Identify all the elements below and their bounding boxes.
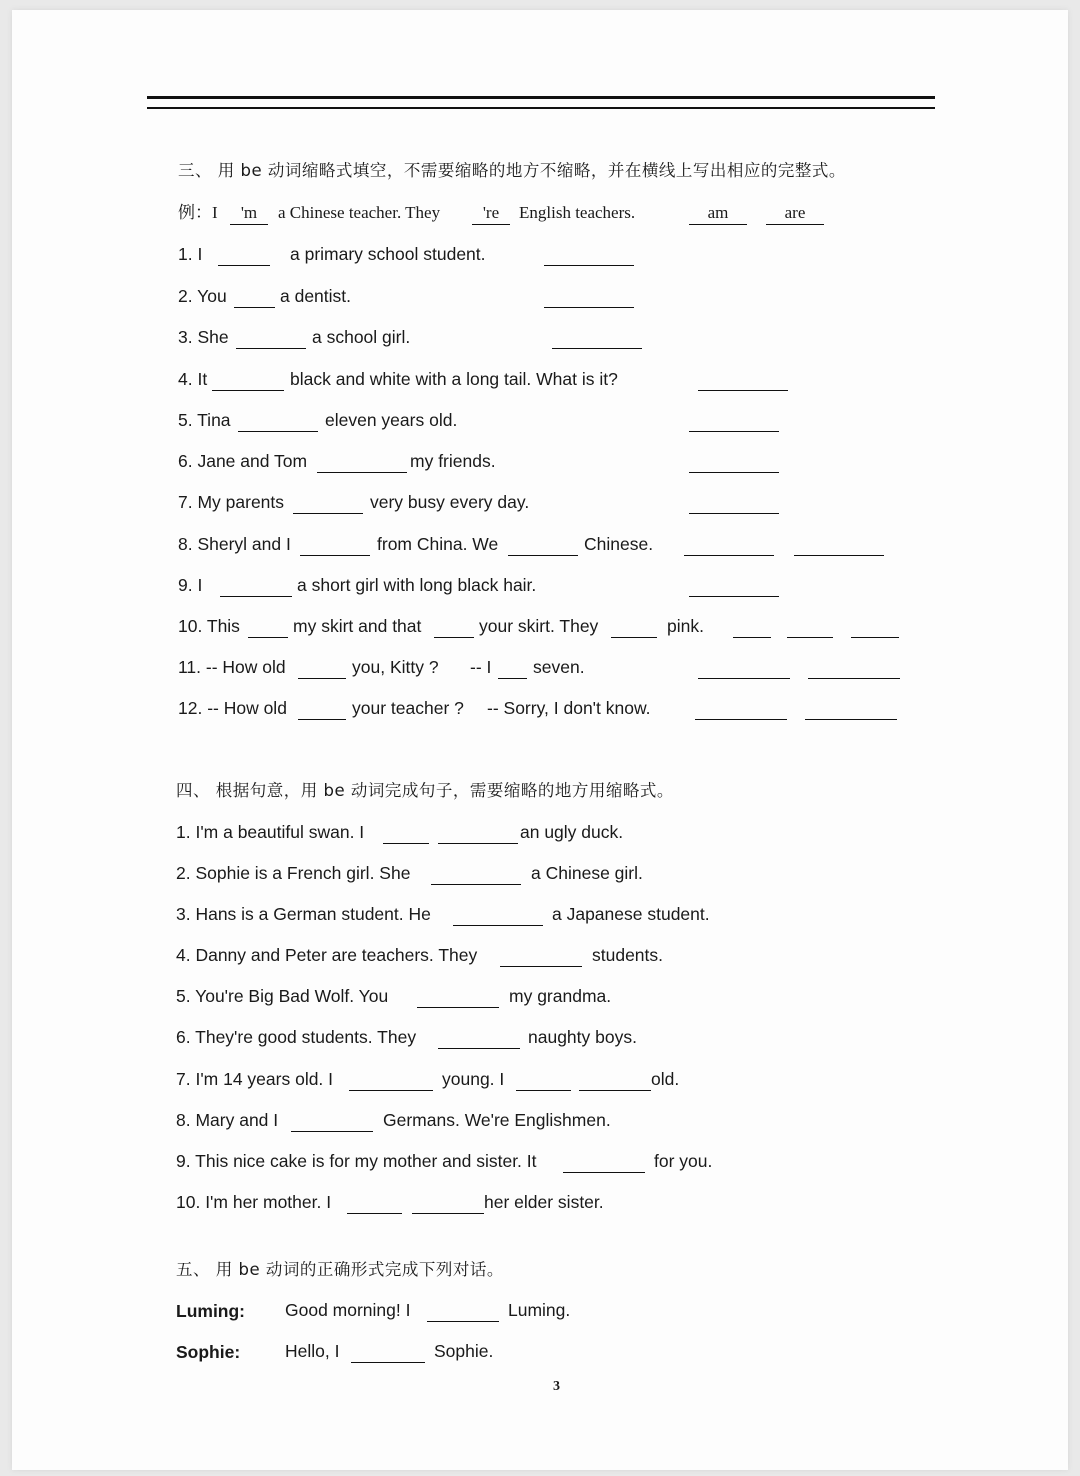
s4-item6-text-b: naughty boys. — [528, 1027, 637, 1047]
example-suffix: English teachers. — [519, 203, 636, 222]
s4-item5-text-a: 5. You're Big Bad Wolf. You — [176, 986, 389, 1006]
s3-item10-blank-1[interactable] — [248, 615, 288, 638]
s3-item6-text-a: 6. Jane and Tom — [178, 451, 308, 471]
example-blank-1: 'm — [230, 202, 268, 225]
s4-item3-text-a: 3. Hans is a German student. He — [176, 904, 431, 924]
s4-item6-blank[interactable] — [438, 1026, 520, 1049]
s3-item6-blank[interactable] — [317, 450, 407, 473]
s3-item11-text-c: -- I — [470, 657, 492, 677]
s3-item8-answer-1[interactable] — [684, 533, 774, 556]
s3-item2-answer[interactable] — [544, 285, 634, 308]
example-prefix: 例：I — [178, 203, 218, 222]
s3-item8-text-c: Chinese. — [584, 534, 654, 554]
s3-item10-answer-1[interactable] — [733, 615, 771, 638]
s3-item2-blank[interactable] — [234, 285, 275, 308]
s3-item4-answer[interactable] — [698, 368, 788, 391]
s4-item5-text-b: my grandma. — [509, 986, 612, 1006]
s3-item5-text-b: eleven years old. — [325, 410, 458, 430]
example-full-1: am — [689, 202, 747, 225]
s4-item1-blank-2[interactable] — [438, 821, 518, 844]
s4-item8-text-b: Germans. We're Englishmen. — [383, 1110, 611, 1130]
s3-item12-text-c: -- Sorry, I don't know. — [487, 698, 651, 718]
s3-item9-text-a: 9. I — [178, 575, 203, 595]
s3-item10-text-d: pink. — [667, 616, 704, 636]
s3-item12-text-a: 12. -- How old — [178, 698, 287, 718]
example-mid: a Chinese teacher. They — [278, 203, 441, 222]
s4-item1-blank-1[interactable] — [383, 821, 429, 844]
s4-item9-text-a: 9. This nice cake is for my mother and sister. It — [176, 1151, 537, 1171]
s3-item8-blank-2[interactable] — [508, 533, 578, 556]
s3-item4-blank[interactable] — [212, 368, 284, 391]
s4-item2-text-a: 2. Sophie is a French girl. She — [176, 863, 411, 883]
s3-item10-blank-2[interactable] — [434, 615, 474, 638]
s4-item7-text-a: 7. I'm 14 years old. I — [176, 1069, 334, 1089]
s3-item12-text-b: your teacher ? — [352, 698, 464, 718]
s3-item5-blank[interactable] — [238, 409, 318, 432]
s4-item1-text-a: 1. I'm a beautiful swan. I — [176, 822, 365, 842]
s3-item11-text-d: seven. — [533, 657, 585, 677]
s4-item10-text-a: 10. I'm her mother. I — [176, 1192, 332, 1212]
dialogue-speaker-1: Luming: — [176, 1301, 246, 1321]
s4-item10-blank-1[interactable] — [347, 1191, 402, 1214]
s4-item4-blank[interactable] — [500, 944, 582, 967]
s3-item11-answer-1[interactable] — [698, 656, 790, 679]
s3-item7-text-a: 7. My parents — [178, 492, 285, 512]
s3-item9-answer[interactable] — [689, 574, 779, 597]
s3-item7-text-b: very busy every day. — [370, 492, 530, 512]
s4-item8-text-a: 8. Mary and I — [176, 1110, 279, 1130]
s3-item3-answer[interactable] — [552, 326, 642, 349]
page-number: 3 — [553, 1379, 560, 1394]
s4-item6-text-a: 6. They're good students. They — [176, 1027, 417, 1047]
s3-item11-blank-1[interactable] — [298, 656, 346, 679]
s3-item5-answer[interactable] — [689, 409, 779, 432]
s3-item10-text-a: 10. This — [178, 616, 240, 636]
dialogue-speaker-2: Sophie: — [176, 1342, 241, 1362]
s4-item2-blank[interactable] — [431, 862, 521, 885]
dialogue-line1-blank[interactable] — [427, 1299, 499, 1322]
s3-item8-text-a: 8. Sheryl and I — [178, 534, 291, 554]
s3-item9-blank[interactable] — [220, 574, 292, 597]
s3-item8-answer-2[interactable] — [794, 533, 884, 556]
s3-item2-text-b: a dentist. — [280, 286, 352, 306]
s4-item7-text-b: young. I — [442, 1069, 505, 1089]
example-blank-2: 're — [472, 202, 510, 225]
s3-item10-text-b: my skirt and that — [293, 616, 422, 636]
section5-heading: 五、 用 be 动词的正确形式完成下列对话。 — [176, 1260, 504, 1279]
s4-item10-text-b: her elder sister. — [484, 1192, 604, 1212]
dialogue-line2-text-a: Hello, I — [285, 1341, 340, 1361]
s3-item1-answer[interactable] — [544, 243, 634, 266]
section3-heading: 三、 用 be 动词缩略式填空，不需要缩略的地方不缩略，并在横线上写出相应的完整式。 — [178, 161, 846, 180]
example-full-2: are — [766, 202, 824, 225]
s4-item4-text-b: students. — [592, 945, 664, 965]
s4-item7-blank-1[interactable] — [349, 1068, 433, 1091]
s3-item12-answer-1[interactable] — [695, 697, 787, 720]
s4-item4-text-a: 4. Danny and Peter are teachers. They — [176, 945, 478, 965]
s3-item8-text-b: from China. We — [377, 534, 499, 554]
dialogue-line1-text-b: Luming. — [508, 1300, 571, 1320]
section4-heading: 四、 根据句意，用 be 动词完成句子，需要缩略的地方用缩略式。 — [176, 781, 674, 800]
dialogue-line2-text-b: Sophie. — [434, 1341, 494, 1361]
s3-item11-blank-2[interactable] — [498, 656, 527, 679]
s3-item12-answer-2[interactable] — [805, 697, 897, 720]
s3-item10-answer-2[interactable] — [787, 615, 833, 638]
s3-item8-blank-1[interactable] — [300, 533, 370, 556]
s3-item1-blank[interactable] — [218, 243, 270, 266]
s3-item3-text-b: a school girl. — [312, 327, 411, 347]
s4-item7-blank-2[interactable] — [516, 1068, 571, 1091]
s4-item3-blank[interactable] — [453, 903, 543, 926]
s3-item4-text-a: 4. It — [178, 369, 208, 389]
s3-item11-text-a: 11. -- How old — [178, 657, 286, 677]
s3-item7-blank[interactable] — [293, 491, 363, 514]
worksheet-page — [12, 10, 1068, 1470]
dialogue-line2-blank[interactable] — [351, 1340, 425, 1363]
s3-item3-text-a: 3. She — [178, 327, 229, 347]
s4-item1-text-b: an ugly duck. — [520, 822, 624, 842]
dialogue-line1-text-a: Good morning! I — [285, 1300, 411, 1320]
s3-item7-answer[interactable] — [689, 491, 779, 514]
header-rule-thick — [147, 96, 935, 99]
s4-item9-blank[interactable] — [563, 1150, 645, 1173]
s3-item9-text-b: a short girl with long black hair. — [297, 575, 537, 595]
s3-item3-blank[interactable] — [236, 326, 306, 349]
s4-item2-text-b: a Chinese girl. — [531, 863, 643, 883]
s3-item10-text-c: your skirt. They — [479, 616, 599, 636]
s4-item8-blank[interactable] — [291, 1109, 373, 1132]
s3-item4-text-b: black and white with a long tail. What is it? — [290, 369, 618, 389]
s3-item1-text-b: a primary school student. — [290, 244, 486, 264]
s4-item9-text-b: for you. — [654, 1151, 713, 1171]
s3-item6-text-b: my friends. — [410, 451, 496, 471]
s4-item5-blank[interactable] — [417, 985, 499, 1008]
s3-item10-answer-3[interactable] — [851, 615, 899, 638]
s3-item12-blank[interactable] — [298, 697, 346, 720]
s4-item7-text-c: old. — [651, 1069, 680, 1089]
s4-item3-text-b: a Japanese student. — [552, 904, 710, 924]
s3-item6-answer[interactable] — [689, 450, 779, 473]
s3-item2-text-a: 2. You — [178, 286, 227, 306]
s3-item11-text-b: you, Kitty ? — [352, 657, 439, 677]
s3-item1-text-a: 1. I — [178, 244, 203, 264]
header-rule-thin — [147, 107, 935, 109]
s4-item7-blank-3[interactable] — [579, 1068, 651, 1091]
s3-item11-answer-2[interactable] — [808, 656, 900, 679]
s4-item10-blank-2[interactable] — [412, 1191, 484, 1214]
s3-item5-text-a: 5. Tina — [178, 410, 231, 430]
s3-item10-blank-3[interactable] — [611, 615, 657, 638]
